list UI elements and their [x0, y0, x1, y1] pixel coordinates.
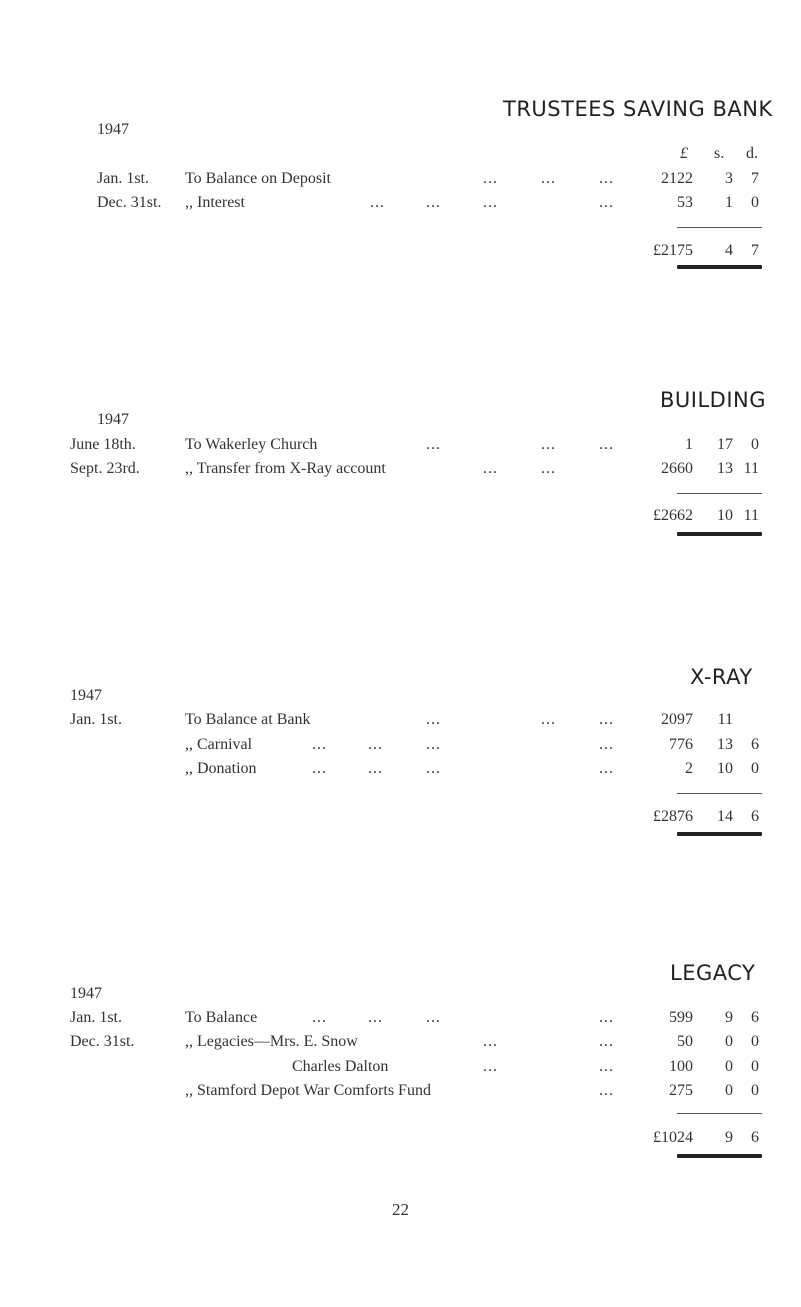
leader-dots: ...: [426, 1009, 441, 1026]
currency-shillings-header: s.: [714, 145, 725, 162]
amount-shillings: 13: [717, 460, 733, 477]
entry-date: Dec. 31st.: [97, 194, 162, 211]
leader-dots: ...: [368, 736, 383, 753]
total-pence: 7: [751, 242, 759, 259]
leader-dots: ...: [599, 1009, 614, 1026]
amount-pounds: 2660: [661, 460, 693, 477]
amount-pounds: 1: [685, 436, 693, 453]
total-double-rule: [677, 265, 762, 269]
total-pounds: £2662: [653, 507, 693, 524]
amount-pence: 0: [751, 1058, 759, 1075]
entry-description: To Balance on Deposit: [185, 170, 331, 187]
amount-shillings: 3: [725, 170, 733, 187]
leader-dots: ...: [426, 711, 441, 728]
total-pence: 6: [751, 1129, 759, 1146]
leader-dots: ...: [599, 760, 614, 777]
amount-pounds: 53: [677, 194, 693, 211]
total-pence: 11: [743, 507, 759, 524]
amount-shillings: 0: [725, 1082, 733, 1099]
entry-description: ,, Transfer from X-Ray account: [185, 460, 386, 477]
entry-description: ,, Legacies—Mrs. E. Snow: [185, 1033, 358, 1050]
section-title-building: BUILDING: [660, 388, 767, 412]
entry-date: Dec. 31st.: [70, 1033, 135, 1050]
leader-dots: ...: [483, 1058, 498, 1075]
amount-shillings: 1: [725, 194, 733, 211]
amount-pounds: 776: [669, 736, 693, 753]
entry-date: Jan. 1st.: [70, 711, 122, 728]
total-shillings: 9: [725, 1129, 733, 1146]
amount-shillings: 0: [725, 1058, 733, 1075]
leader-dots: ...: [368, 760, 383, 777]
amount-shillings: 17: [717, 436, 733, 453]
amount-pence: 7: [751, 170, 759, 187]
leader-dots: ...: [599, 711, 614, 728]
leader-dots: ...: [599, 1082, 614, 1099]
total-pence: 6: [751, 808, 759, 825]
amount-shillings: 11: [717, 711, 733, 728]
subtotal-rule: [677, 227, 762, 228]
entry-description: ,, Carnival: [185, 736, 253, 753]
year-legacy: 1947: [70, 985, 102, 1002]
subtotal-rule: [677, 493, 762, 494]
leader-dots: ...: [483, 1033, 498, 1050]
amount-shillings: 10: [717, 760, 733, 777]
leader-dots: ...: [599, 736, 614, 753]
amount-pence: 6: [751, 1009, 759, 1026]
leader-dots: ...: [541, 436, 556, 453]
total-double-rule: [677, 832, 762, 836]
leader-dots: ...: [312, 736, 327, 753]
amount-pounds: 2: [685, 760, 693, 777]
total-shillings: 4: [725, 242, 733, 259]
leader-dots: ...: [426, 436, 441, 453]
amount-pence: 0: [751, 1082, 759, 1099]
entry-date: June 18th.: [70, 436, 136, 453]
amount-pounds: 275: [669, 1082, 693, 1099]
leader-dots: ...: [483, 460, 498, 477]
leader-dots: ...: [541, 460, 556, 477]
total-shillings: 14: [717, 808, 733, 825]
amount-shillings: 0: [725, 1033, 733, 1050]
amount-pence: 0: [751, 436, 759, 453]
amount-pence: 0: [751, 1033, 759, 1050]
amount-pence: 11: [743, 460, 759, 477]
leader-dots: ...: [426, 760, 441, 777]
amount-pounds: 2097: [661, 711, 693, 728]
amount-pounds: 599: [669, 1009, 693, 1026]
leader-dots: ...: [599, 170, 614, 187]
amount-pounds: 100: [669, 1058, 693, 1075]
leader-dots: ...: [426, 194, 441, 211]
leader-dots: ...: [370, 194, 385, 211]
total-double-rule: [677, 532, 762, 536]
amount-pounds: 50: [677, 1033, 693, 1050]
entry-description: ,, Donation: [185, 760, 257, 777]
amount-shillings: 13: [717, 736, 733, 753]
leader-dots: ...: [541, 170, 556, 187]
currency-pence-header: d.: [746, 145, 758, 162]
amount-pence: 0: [751, 760, 759, 777]
amount-pence: 0: [751, 194, 759, 211]
currency-pounds-header: £: [680, 145, 688, 162]
leader-dots: ...: [483, 170, 498, 187]
leader-dots: ...: [368, 1009, 383, 1026]
section-title-xray: X-RAY: [690, 665, 753, 689]
leader-dots: ...: [599, 194, 614, 211]
amount-shillings: 9: [725, 1009, 733, 1026]
entry-date: Jan. 1st.: [97, 170, 149, 187]
leader-dots: ...: [312, 1009, 327, 1026]
leader-dots: ...: [483, 194, 498, 211]
entry-description: To Balance at Bank: [185, 711, 311, 728]
entry-date: Sept. 23rd.: [70, 460, 140, 477]
leader-dots: ...: [541, 711, 556, 728]
leader-dots: ...: [599, 1033, 614, 1050]
entry-description: To Wakerley Church: [185, 436, 318, 453]
leader-dots: ...: [312, 760, 327, 777]
page-number: 22: [392, 1200, 409, 1219]
total-pounds: £1024: [653, 1129, 693, 1146]
entry-date: Jan. 1st.: [70, 1009, 122, 1026]
leader-dots: ...: [599, 436, 614, 453]
amount-pounds: 2122: [661, 170, 693, 187]
entry-description: To Balance: [185, 1009, 258, 1026]
total-double-rule: [677, 1154, 762, 1158]
section-title-trustees: TRUSTEES SAVING BANK: [503, 97, 773, 121]
year-trustees: 1947: [97, 121, 129, 138]
entry-description: ,, Stamford Depot War Comforts Fund: [185, 1082, 431, 1099]
amount-pence: 6: [751, 736, 759, 753]
total-pounds: £2876: [653, 808, 693, 825]
subtotal-rule: [677, 1113, 762, 1114]
section-title-legacy: LEGACY: [670, 961, 756, 985]
entry-description: Charles Dalton: [292, 1058, 389, 1075]
leader-dots: ...: [426, 736, 441, 753]
total-shillings: 10: [717, 507, 733, 524]
leader-dots: ...: [599, 1058, 614, 1075]
entry-description: ,, Interest: [185, 194, 245, 211]
year-xray: 1947: [70, 687, 102, 704]
year-building: 1947: [97, 411, 129, 428]
subtotal-rule: [677, 793, 762, 794]
total-pounds: £2175: [653, 242, 693, 259]
